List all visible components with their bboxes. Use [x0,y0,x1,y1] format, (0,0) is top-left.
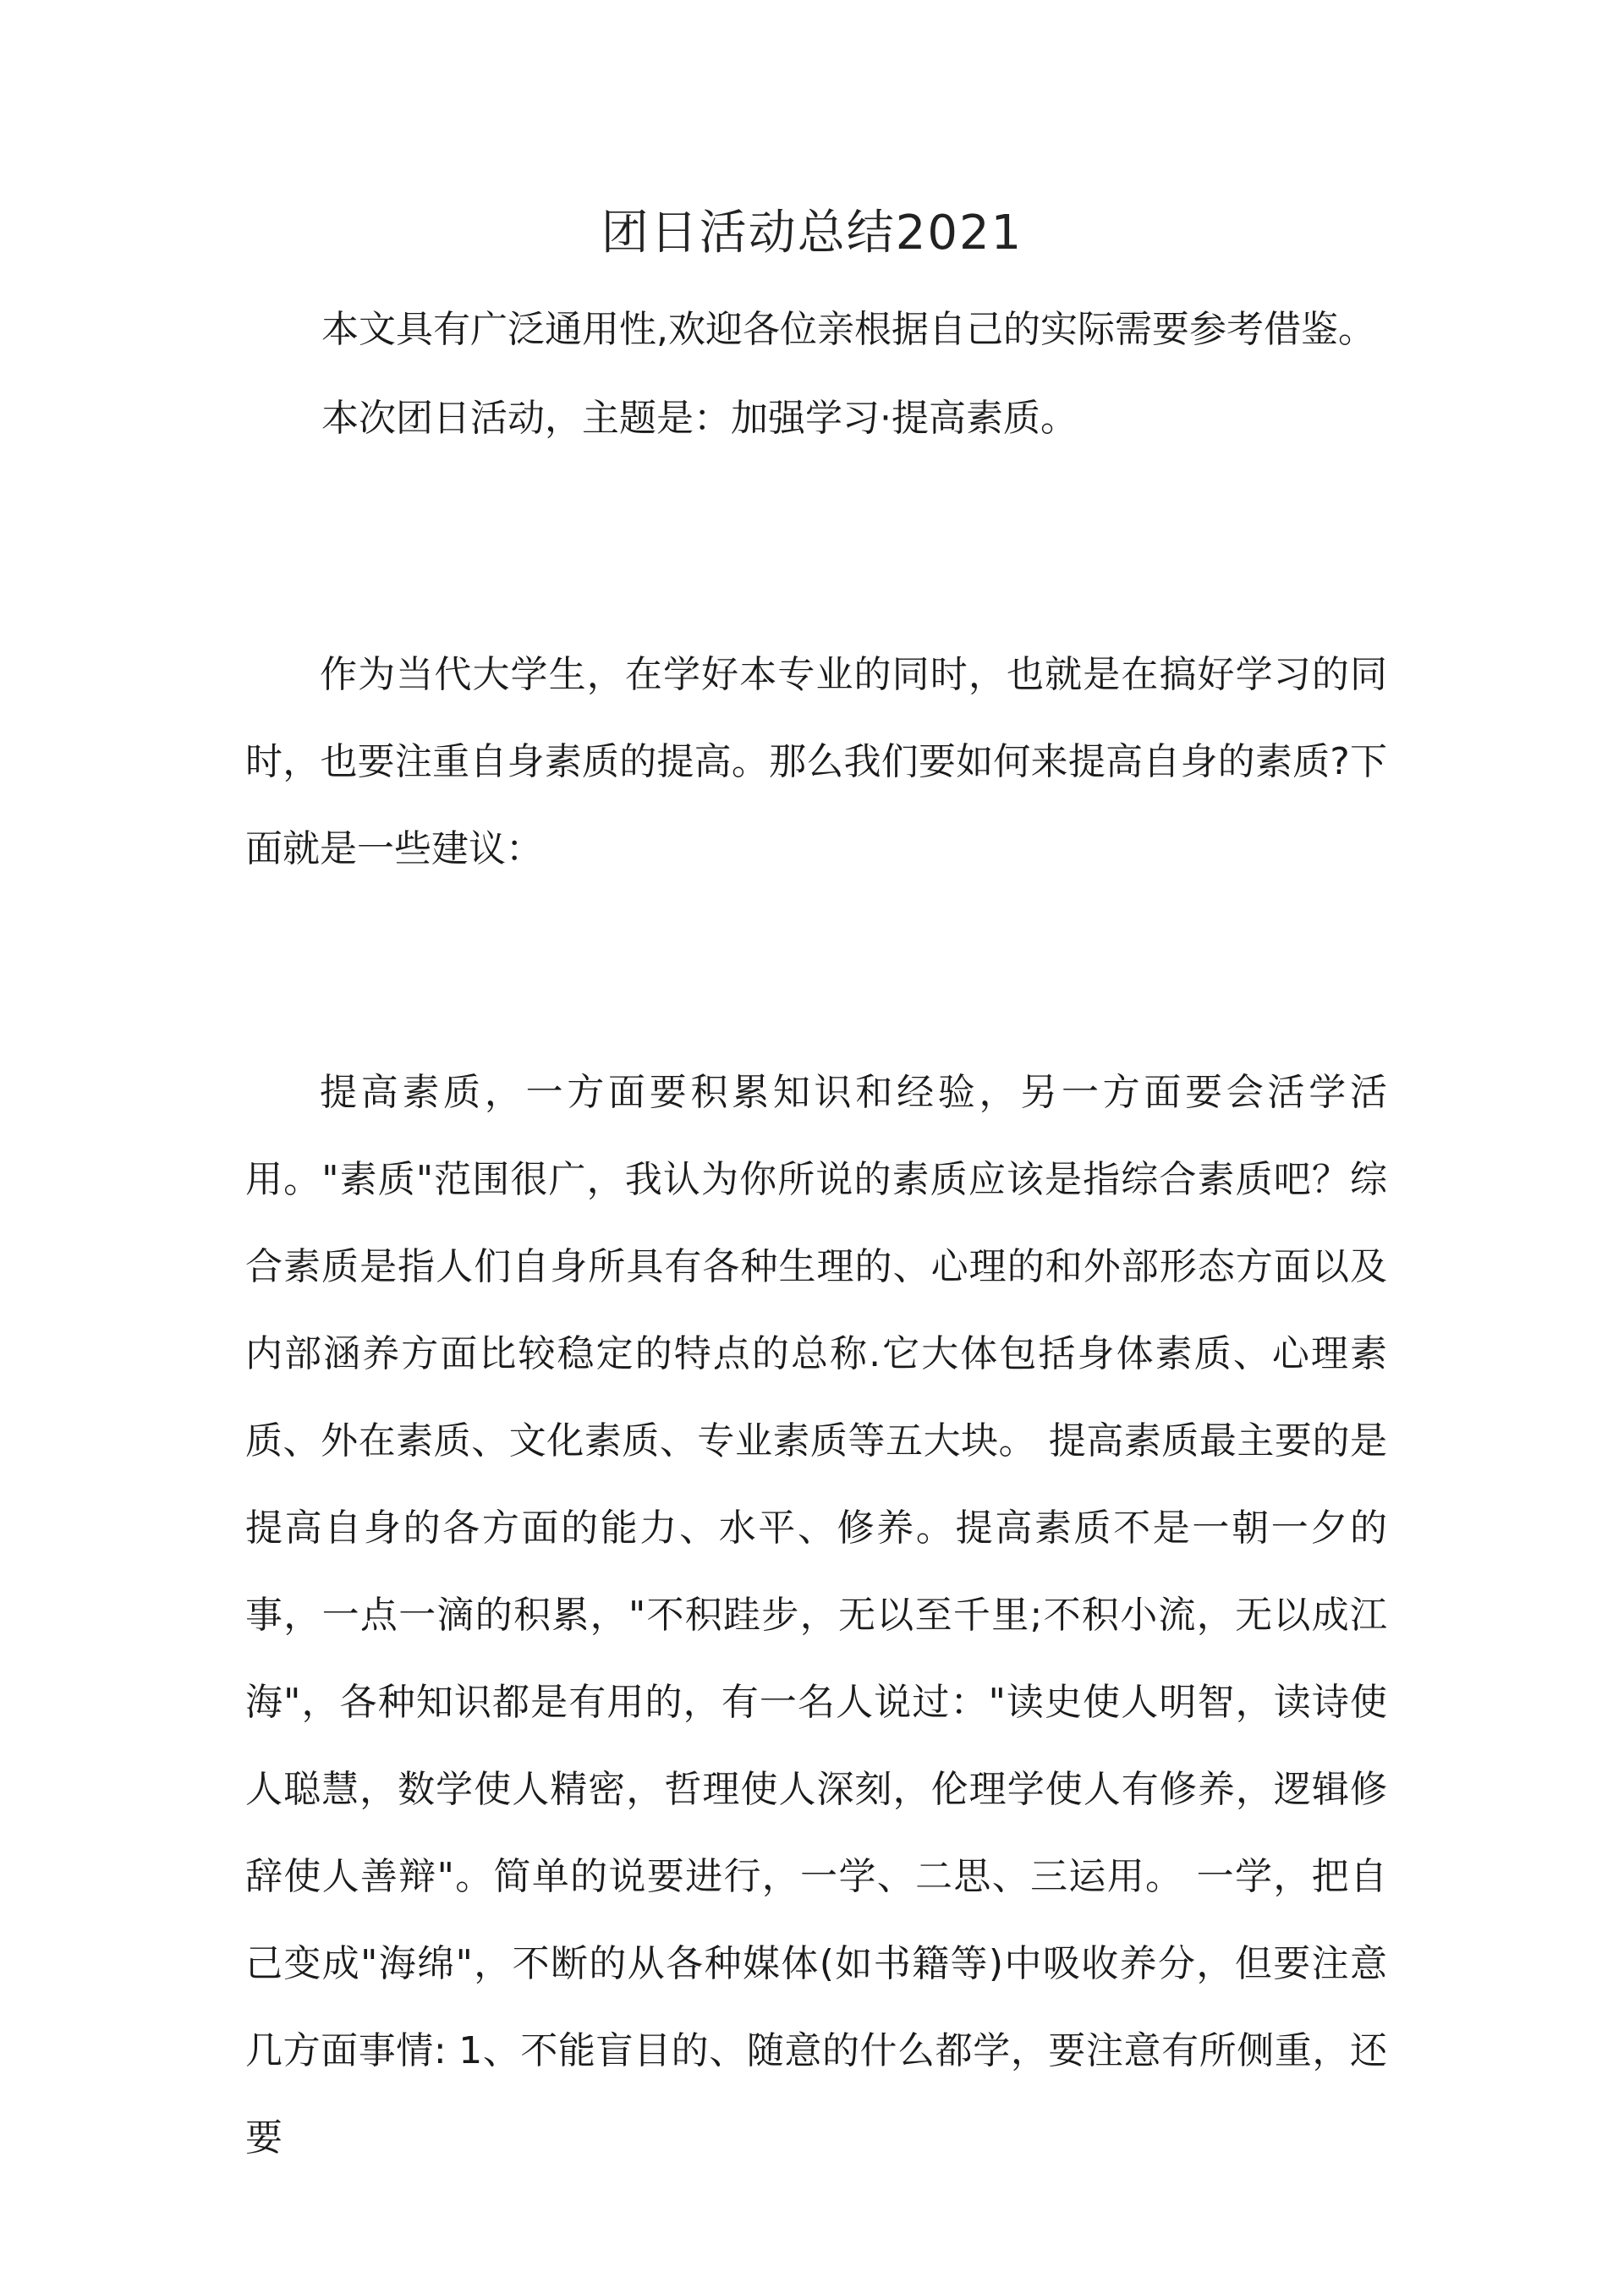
document-title: 团日活动总结2021 [601,206,1023,261]
intro-line: 本文具有广泛通用性,欢迎各位亲根据自己的实际需要参考借鉴。 [321,308,1375,351]
body-paragraph: 提高素质，一方面要积累知识和经验，另一方面要会活学活用。"素质"范围很广，我认为你所说的素质应该是指综合素质吧？综合素质是指人们自身所具有各种生理的、心理的和外部形态方面以及内部涵养方面比较稳定的特点的总称.它大体包括身体素质、心理素质、外在素质、文化素质、专业素质等五大块。 提高素质最主要的是提高自身的各方面的能力、水平、修养。提高素质不是一朝一夕的事，一点一滴的积累，"不积跬步，无以至千里;不积小流，无以成江海"，各种知识都是有用的，有一名人说过："读史使人明智，读诗使人聪慧，数学使人精密，哲理使人深刻，伦理学使人有修养，逻辑修辞使人善辩"。简单的说要进行，一学、二思、三运用。 一学，把自己变成"海绵"，不断的从各种媒体(如书籍等)中吸收养分，但要注意几方面事情: 1、不能盲目的、随意的什么都学，要注意有所侧重，还要 [245,1071,1387,2160]
intro-line: 本次团日活动，主题是：加强学习·提高素质。 [321,397,1078,440]
body-paragraph: 作为当代大学生，在学好本专业的同时，也就是在搞好学习的同时，也要注重自身素质的提高。那么我们要如何来提高自身的素质?下面就是一些建议： [245,653,1387,870]
